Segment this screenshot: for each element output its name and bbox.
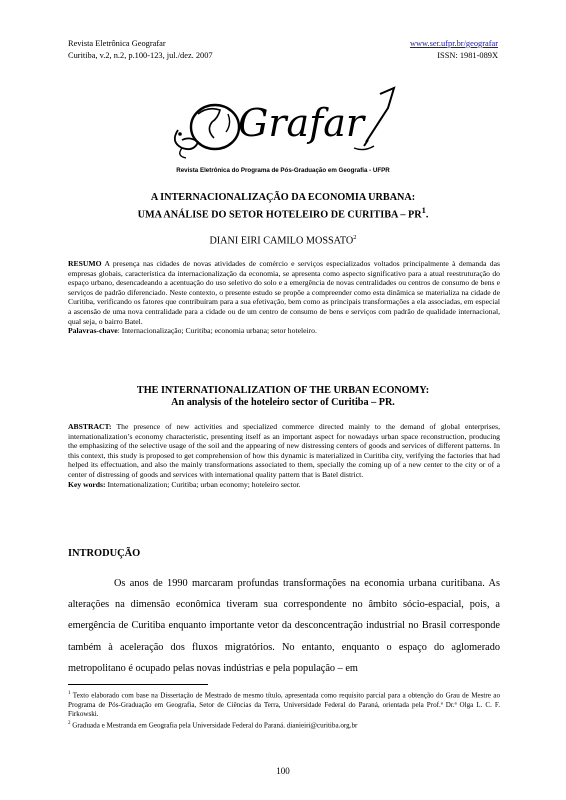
abstract-block xyxy=(68,422,500,489)
title-en-line2: An analysis of the hoteleiro sector of Curitiba – PR. xyxy=(171,397,395,408)
body-paragraph: Os anos de 1990 marcaram profundas transformações na economia urbana curitibana. As alterações na dimensão econômica tiveram sua correspondente no âmbito sócio-espacial, pois, a emergência de Curitiba enquanto importante vetor da desconcentração industrial no Brasil corresponde também à aceleração dos fluxos migratórios. No entanto, enquanto o espaço do aglomerado metropolitano é ocupado pelas novas indústrias e pela população – em xyxy=(68,578,500,674)
footnote-2: $^2$ Graduada e Mestranda em Geografia pela Universidade Federal do Paraná. dianieiri@curitiba.org.br xyxy=(68,721,358,730)
resumo-text: RESUMO A presença nas cidades de novas atividades de comércio e serviços especializados voltados principalmente à demanda das empresas globais, característica da internacionalização da economia, se apresenta como aspecto significativo para a atual reestruturação do espaço urbano, desencadeando a acentuação do uso seletivo do solo e a emergência de novas centralidades ou centros de consumo de bens e serviços de padrão diferenciado. Neste contexto, o presente estudo se propõe a compreender como esta dinâmica se materializa na cidade de Curitiba, verificando os fatores que contribuíram para a sua efetivação, bem como as principais transformações a ela associadas, em especial a ascensão de uma nova centralidade para a cidade ou de um centro de consumo de bens e serviços com padrão de qualidade internacional, qual seja, o bairro Batel. xyxy=(68,259,500,326)
running-header-right xyxy=(410,38,498,62)
issue-info: Curitiba, v.2, n.2, p.100-123, jul./dez. 2007 xyxy=(68,51,213,60)
journal-url-link[interactable]: www.ser.ufpr.br/geografar xyxy=(409,39,498,48)
svg-text:Grafar: Grafar xyxy=(238,101,365,145)
resumo-block xyxy=(68,259,500,336)
palavras-chave-label: Palavras-chave xyxy=(68,326,118,336)
author-name: DIANI EIRI CAMILO MOSSATO$^2$ xyxy=(209,234,357,247)
title-en-line1: THE INTERNATIONALIZATION OF THE URBAN ECONOMY: xyxy=(136,385,430,396)
article-title-en xyxy=(68,385,498,409)
footnote-ref-2: 2 xyxy=(353,234,357,241)
logo-subtitle: Revista Eletrônica do Programa de Pós-Graduação em Geografia - UFPR xyxy=(176,167,390,174)
footnote-ref-1: 1 xyxy=(421,205,426,215)
running-header-left xyxy=(68,38,213,62)
palavras-chave: Palavras-chave: Internacionalização; Curitiba; economia urbana; setor hoteleiro. xyxy=(68,326,317,336)
page-number: 100 xyxy=(276,766,290,776)
abstract-text: ABSTRACT: The presence of new activities and specialized commerce directed mainly to the demand of global enterprises, internationalization’s economy characteristic, presenting itself as an important aspect for nowadays urban space reconstruction, producing the emphasizing of the selective usage of the soil and the appearing of new distressing centers of goods and services of different patterns. In this context, this study is proposed to get comprehension of how this dynamic is materialized in Curitiba city, verifying the factories that had helped its effectuation, and also the mainly transformations associated to them, specially the coming up of a new center to the city or of a center of distressing of goods and services with international quality pattern that is Batel district. xyxy=(68,422,500,479)
geografar-logo-graphic xyxy=(168,86,403,162)
issn: ISSN: 1981-089X xyxy=(437,51,498,60)
title-pt-line1: A INTERNACIONALIZAÇÃO DA ECONOMIA URBANA: xyxy=(150,192,416,203)
section-heading-introducao: INTRODUÇÃO xyxy=(68,548,141,559)
article-title-pt xyxy=(68,192,498,221)
title-pt-line2: UMA ANÁLISE DO SETOR HOTELEIRO DE CURITIBA – $PR^1$. xyxy=(137,205,429,221)
key-words-label: Key words: xyxy=(68,479,106,489)
abstract-label: ABSTRACT: xyxy=(68,422,112,431)
geografar-logo xyxy=(168,86,403,162)
footnote-1: $^1$ Texto elaborado com base na Dissertação de Mestrado de mesmo título, apresentada como requisito parcial para a obtenção do Grau de Mestre ao Programa de Pós-Graduação em Geografia, Setor de Ciências da Terra, Universidade Federal do Paraná, orientada pela Prof.ª Dr.ª Olga L. C. F. Firkowski. xyxy=(68,691,500,718)
key-words: Key words: Internationalization; Curitiba; urban economy; hoteleiro sector. xyxy=(68,479,301,489)
footnote-divider xyxy=(68,684,208,685)
journal-name: Revista Eletrônica Geografar xyxy=(68,39,166,48)
resumo-label: RESUMO xyxy=(68,259,102,268)
